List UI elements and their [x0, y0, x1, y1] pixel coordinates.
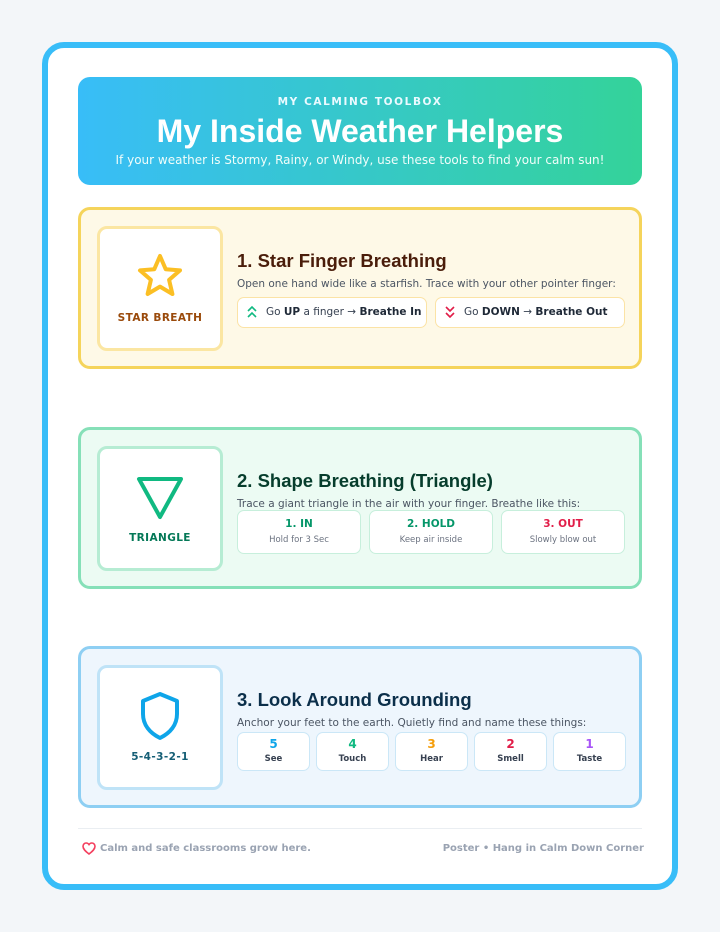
header-banner [78, 77, 642, 185]
pill-text: Go [266, 306, 284, 318]
card-description: Open one hand wide like a starfish. Trace with your other pointer finger: [237, 278, 616, 290]
card-description: Anchor your feet to the earth. Quietly find and name these things: [237, 717, 587, 729]
sense-label: Touch [338, 754, 367, 764]
heart-icon [82, 842, 96, 855]
sense-label: See [264, 754, 283, 764]
sense-label: Taste [576, 754, 603, 764]
star-icon-label: STAR BREATH [117, 312, 203, 324]
pill-direction: DOWN [481, 306, 520, 318]
footer-divider [78, 828, 642, 829]
breathe-in-pill [237, 297, 427, 328]
star-icon-box [97, 226, 223, 351]
sense-taste [553, 732, 626, 771]
pill-action: Breathe In [359, 306, 422, 318]
sense-number: 3 [427, 737, 436, 751]
step-heading: 1. IN [285, 518, 313, 530]
sense-number: 4 [348, 737, 357, 751]
card-title: 1. Star Finger Breathing [237, 250, 447, 271]
sense-see [237, 732, 310, 771]
step-in [237, 510, 361, 554]
shield-icon-box [97, 665, 223, 790]
page-subtitle: If your weather is Stormy, Rainy, or Windy, use these tools to find your calm sun! [115, 153, 605, 167]
step-out [501, 510, 625, 554]
pill-direction: UP [283, 306, 301, 318]
sense-hear [395, 732, 468, 771]
shield-icon [134, 690, 186, 742]
sense-number: 5 [269, 737, 278, 751]
triangle-icon [134, 471, 186, 523]
pill-text: Go [464, 306, 482, 318]
sense-number: 2 [506, 737, 515, 751]
step-hold [369, 510, 493, 554]
star-breathing-card [78, 207, 642, 369]
star-icon [134, 251, 186, 303]
card-title: 3. Look Around Grounding [237, 689, 472, 710]
grounding-card [78, 646, 642, 808]
step-subtext: Keep air inside [399, 535, 463, 545]
card-title: 2. Shape Breathing (Triangle) [237, 470, 493, 491]
step-heading: 2. HOLD [406, 518, 456, 530]
pill-text: → [519, 306, 536, 318]
step-subtext: Slowly blow out [529, 535, 597, 545]
breathe-out-pill [435, 297, 625, 328]
sense-label: Smell [497, 754, 524, 764]
sense-smell [474, 732, 547, 771]
step-subtext: Hold for 3 Sec [269, 535, 329, 545]
triangle-breathing-card [78, 427, 642, 589]
chevron-down-icon [445, 306, 455, 318]
sense-number: 1 [585, 737, 594, 751]
triangle-icon-label: TRIANGLE [129, 532, 191, 544]
pill-action: Breathe Out [535, 306, 608, 318]
footer-tagline: Calm and safe classrooms grow here. [100, 843, 311, 854]
step-heading: 3. OUT [543, 518, 583, 530]
footer-note: Poster • Hang in Calm Down Corner [442, 843, 644, 854]
toolbox-eyebrow: MY CALMING TOOLBOX [277, 96, 443, 108]
triangle-icon-box [97, 446, 223, 571]
sense-label: Hear [420, 754, 443, 764]
poster [42, 42, 678, 890]
pill-text: a finger → [300, 306, 360, 318]
page-title: My Inside Weather Helpers [156, 113, 564, 149]
sense-touch [316, 732, 389, 771]
card-description: Trace a giant triangle in the air with your finger. Breathe like this: [237, 498, 581, 510]
grounding-icon-label: 5-4-3-2-1 [131, 751, 189, 763]
chevron-up-icon [247, 306, 257, 318]
